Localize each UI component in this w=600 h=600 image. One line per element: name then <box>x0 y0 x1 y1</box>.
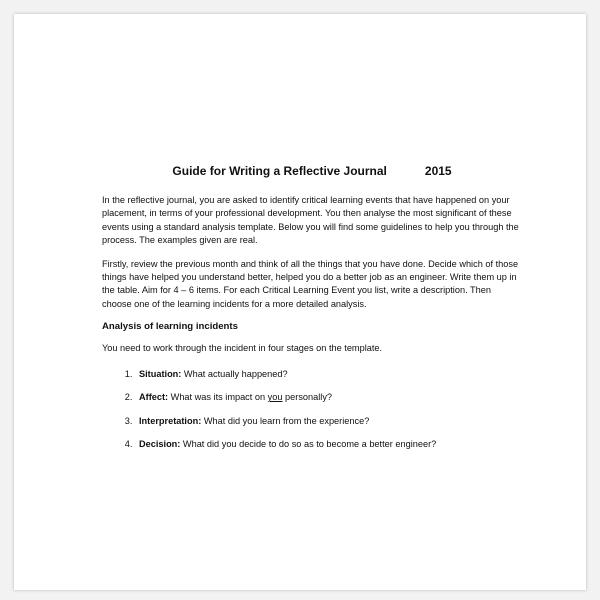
stage-text: What was its impact on <box>168 392 268 403</box>
document-body <box>102 164 522 462</box>
section-intro: You need to work through the incident in four stages on the template. <box>102 343 383 354</box>
stages-list <box>102 368 522 452</box>
title-year: 2015 <box>424 164 452 178</box>
list-item <box>135 368 522 381</box>
document-page <box>14 14 586 590</box>
list-item <box>135 438 522 451</box>
stage-term: Decision: <box>139 439 181 450</box>
list-item <box>135 391 522 404</box>
instructions-paragraph: Firstly, review the previous month and think of all the things that you have done. Decide which of those things have helped you understand better, helped you do a better job as an engineer. Write them up in the table. Aim for 4 – 6 items. For each Critical Learning Event you list, write a description. Then choose one of the learning incidents for a more detailed analysis. <box>102 258 519 309</box>
document-title <box>102 164 522 178</box>
intro-paragraph: In the reflective journal, you are asked to identify critical learning events that have happened on your placement, in terms of your professional development. You then analyse the most significant of these events using a standard analysis template. Below you will find some guidelines to help you through the process. The examples given are real. <box>102 195 519 246</box>
stage-underlined: you <box>267 392 283 403</box>
list-item <box>135 415 522 428</box>
stage-text: What did you learn from the experience? <box>201 415 370 426</box>
section-heading: Analysis of learning incidents <box>102 321 238 333</box>
stage-term: Interpretation: <box>139 415 202 426</box>
stage-term: Affect: <box>139 392 169 403</box>
title-text: Guide for Writing a Reflective Journal <box>172 164 387 178</box>
stage-text-after: personally? <box>282 392 333 403</box>
stage-term: Situation: <box>139 368 182 379</box>
stage-text: What did you decide to do so as to become a better engineer? <box>180 439 437 450</box>
stage-text: What actually happened? <box>181 368 288 379</box>
